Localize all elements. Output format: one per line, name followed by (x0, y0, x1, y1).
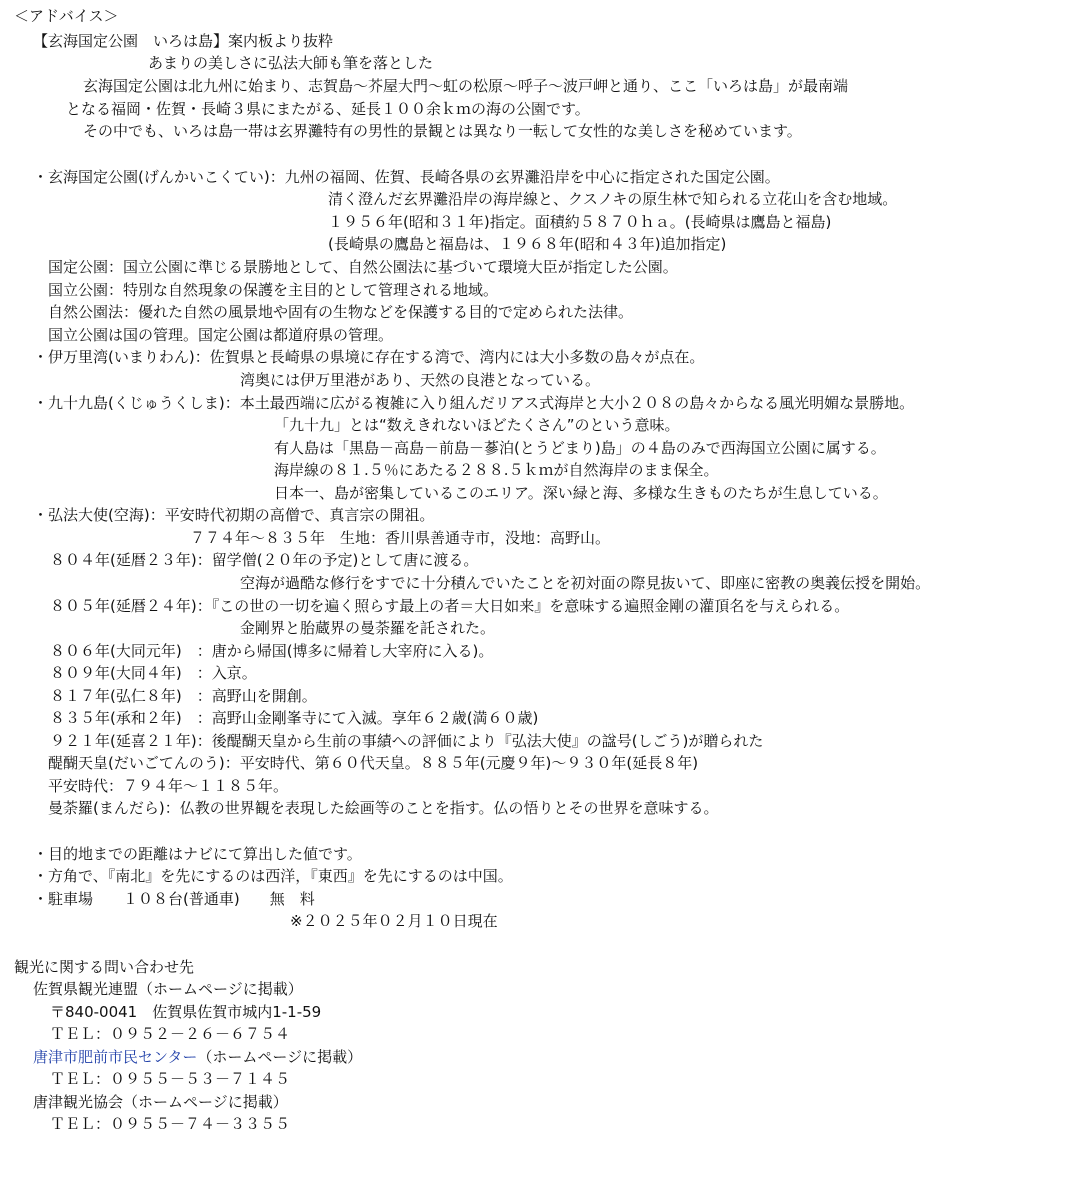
hizen-center-link[interactable]: 唐津市肥前市民センター (33, 1048, 198, 1066)
note-kukai-line: ７７４年～８３５年 生地：香川県善通寺市，没地：高野山。 (190, 529, 611, 547)
contact-tel: ＴＥＬ：０９５５－７４－３３５５ (50, 1115, 291, 1133)
note-kukai-line: 空海が過酷な修行をすでに十分積んでいたことを初対面の際見抜いて、即座に密教の奥義伝授を開始。 (240, 574, 931, 592)
intro-tagline: あまりの美しさに弘法大師も筆を落とした (148, 54, 434, 72)
intro-paragraph-2: その中でも、いろは島一帯は玄界灘特有の男性的景観とは異なり一転して女性的な美しさを秘めています。 (83, 122, 802, 140)
intro-paragraph-1-cont: となる福岡・佐賀・長崎３県にまたがる、延長１００余ｋｍの海の公園です。 (66, 100, 590, 118)
note-kujuku-line: 海岸線の８１.５％にあたる２８８.５ｋｍが自然海岸のまま保全。 (274, 461, 719, 479)
contact-org-saga-league: 佐賀県観光連盟（ホームページに掲載） (33, 980, 303, 998)
note-kujuku-line: 日本一、島が密集しているこのエリア。深い緑と海、多様な生きものたちが生息している。 (274, 484, 888, 502)
note-kukai-line: 曼荼羅(まんだら)：仏教の世界観を表現した絵画等のことを指す。仏の悟りとその世界を意味する。 (48, 799, 719, 817)
note-kujuku-title: ・九十九島(くじゅうくしま)：本土最西端に広がる複雑に入り組んだリアス式海岸と大小２０８の島々からなる風光明媚な景勝地。 (33, 394, 915, 412)
intro-paragraph-1: 玄海国定公園は北九州に始まり、志賀島～芥屋大門～虹の松原～呼子～波戸岬と通り、ここ「いろは島」が最南端 (83, 77, 849, 95)
contact-org-karatsu-association: 唐津観光協会（ホームページに掲載） (33, 1093, 288, 1111)
contact-address: 〒840-0041 佐賀県佐賀市城内1-1-59 (50, 1003, 322, 1021)
note-kukai-line: 平安時代：７９４年～１１８５年。 (48, 777, 289, 795)
note-kujuku-line: 有人島は「黒島－高島－前島－蔘泊(とうどまり)島」の４島のみで西海国立公園に属する。 (274, 439, 886, 457)
note-kukai-line: 醍醐天皇(だいごてんのう)：平安時代、第６０代天皇。８８５年(元慶９年)～９３０年(延長８年) (48, 754, 699, 772)
advice-heading: ＜アドバイス＞ (14, 7, 119, 25)
note-park-def: 国定公園：国立公園に準じる景勝地として、自然公園法に基づいて環境大臣が指定した公園。 (48, 258, 678, 276)
hizen-center-suffix: （ホームページに掲載） (197, 1048, 363, 1066)
note-misc-line: ・目的地までの距離はナビにて算出した値です。 (33, 845, 362, 863)
contact-tel: ＴＥＬ：０９５５－５３－７１４５ (50, 1070, 291, 1088)
note-kukai-line: ８０９年(大同４年) ：入京。 (50, 664, 257, 682)
note-kukai-line: ９２１年(延喜２１年)：後醍醐天皇から生前の事績への評価により『弘法大使』の諡号(しごう)が贈られた (50, 732, 764, 750)
note-park-def: 国立公園は国の管理。国定公園は都道府県の管理。 (48, 326, 394, 344)
note-genkai-title: ・玄海国定公園(げんかいこくてい)：九州の福岡、佐賀、長崎各県の玄界灘沿岸を中心に指定された国定公園。 (33, 168, 780, 186)
note-genkai-line: 清く澄んだ玄界灘沿岸の海岸線と、クスノキの原生林で知られる立花山を含む地域。 (328, 190, 898, 208)
note-kukai-line: ８１７年(弘仁８年) ：高野山を開創。 (50, 687, 317, 705)
intro-source: 【玄海国定公園 いろは島】案内板より抜粋 (33, 32, 334, 50)
note-kukai-line: 金剛界と胎蔵界の曼荼羅を託された。 (240, 619, 496, 637)
note-kukai-line: ８３５年(承和２年) ：高野山金剛峯寺にて入滅。享年６２歳(満６０歳) (50, 709, 539, 727)
note-park-def: 国立公園：特別な自然現象の保護を主目的として管理される地域。 (48, 281, 499, 299)
note-park-def: 自然公園法：優れた自然の風景地や固有の生物などを保護する目的で定められた法律。 (48, 303, 634, 321)
note-imari-line: 湾奥には伊万里港があり、天然の良港となっている。 (240, 371, 601, 389)
note-kukai-line: ８０６年(大同元年) ：唐から帰国(博多に帰着し大宰府に入る)。 (50, 642, 494, 660)
note-kukai-line: ８０５年(延暦２４年)：『この世の一切を遍く照らす最上の者＝大日如来』を意味する遍照金剛の灌頂名を与えられる。 (50, 597, 850, 615)
note-as-of-date: ※２０２５年０２月１０日現在 (290, 912, 498, 930)
contact-tel: ＴＥＬ：０９５２－２６－６７５４ (50, 1025, 291, 1043)
note-kukai-title: ・弘法大使(空海)：平安時代初期の高僧で、真言宗の開祖。 (33, 506, 435, 524)
note-kukai-line: ８０４年(延暦２３年)：留学僧(２０年の予定)として唐に渡る。 (50, 551, 479, 569)
contact-org-hizen-center (33, 1046, 362, 1068)
contact-heading: 観光に関する問い合わせ先 (14, 958, 195, 976)
note-imari-title: ・伊万里湾(いまりわん)：佐賀県と長崎県の県境に存在する湾で、湾内には大小多数の島々が点在。 (33, 348, 705, 366)
note-misc-line: ・方角で、『南北』を先にするのは西洋，『東西』を先にするのは中国。 (33, 867, 513, 885)
note-genkai-line: １９５６年(昭和３１年)指定。面積約５８７０ｈａ。(長崎県は鷹島と福島) (328, 213, 832, 231)
note-kujuku-line: 「九十九」とは“数えきれないほどたくさん”のという意味。 (274, 416, 680, 434)
note-parking: ・駐車場 １０８台(普通車) 無 料 (33, 890, 315, 908)
note-genkai-line: (長崎県の鷹島と福島は、１９６８年(昭和４３年)追加指定) (328, 235, 727, 253)
